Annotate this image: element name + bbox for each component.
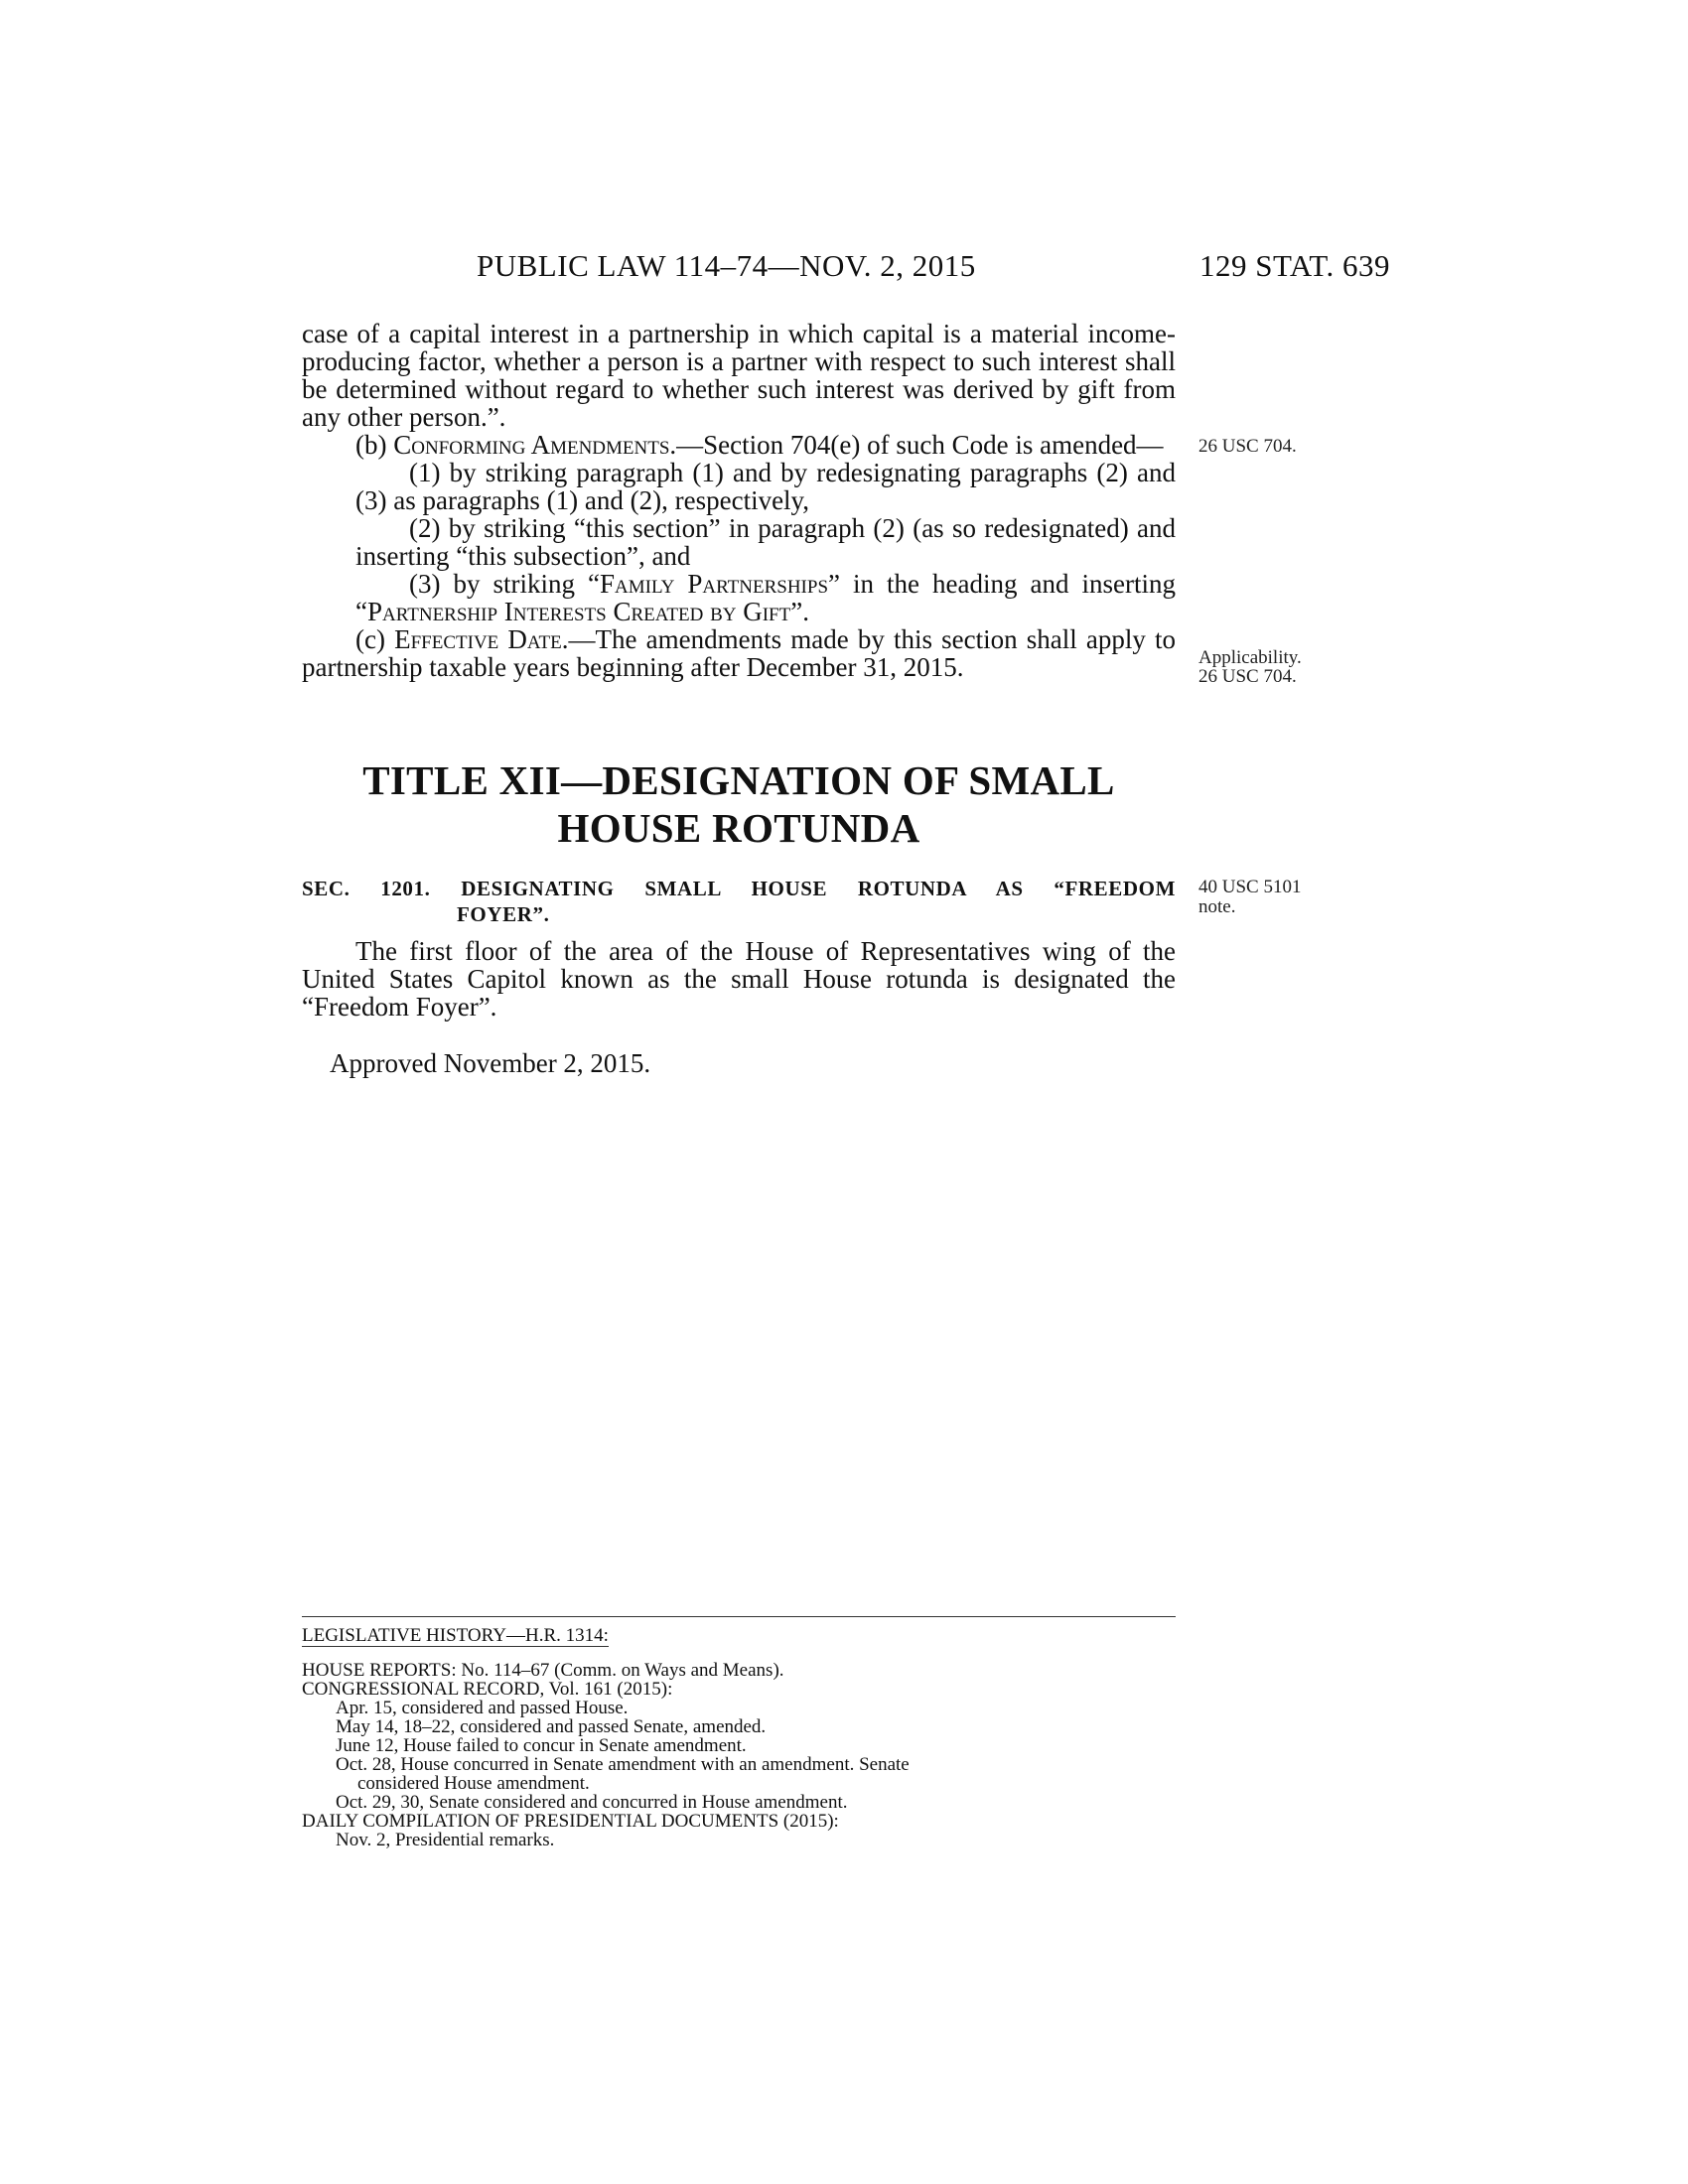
margin-note-sec-note: note. — [1198, 896, 1236, 917]
legislative-history — [302, 1626, 1176, 1849]
approval-line: Approved November 2, 2015. — [330, 1048, 651, 1078]
congressional-record-heading: CONGRESSIONAL RECORD, Vol. 161 (2015): — [302, 1679, 673, 1700]
section-body — [302, 320, 1176, 681]
section-heading-line-1: SEC. 1201. DESIGNATING SMALL HOUSE ROTUNDA AS “FREEDOM — [302, 877, 1176, 900]
continuation-paragraph: case of a capital interest in a partnership in which capital is a material income-producing factor, whether a person is a partner with respect to such interest shall be determined without regard to whether such interest was derived by gift from any other person.”. — [302, 319, 1176, 432]
paragraph-3 — [302, 570, 1176, 625]
margin-note-b: 26 USC 704. — [1198, 436, 1297, 457]
section-heading-line-2: FOYER”. — [457, 902, 550, 926]
history-entry: Nov. 2, Presidential remarks. — [336, 1830, 555, 1850]
section-paragraph: The first floor of the area of the House of Representatives wing of the United States Capitol known as the small House rotunda is designated the “Freedom Foyer”. — [302, 936, 1176, 1022]
paragraph-3-new-heading: Partnership Interests Created by Gift — [366, 597, 791, 626]
history-entry: Oct. 29, 30, Senate considered and concurred in House amendment. — [336, 1792, 848, 1813]
subsection-b-label: (b) — [355, 430, 394, 460]
subsection-c — [302, 625, 1176, 681]
subsection-b — [302, 431, 1176, 459]
paragraph-2: (2) by striking “this section” in paragraph (2) (as so redesignated) and inserting “this subsection”, and — [355, 513, 1176, 571]
title-heading-line-2: HOUSE ROTUNDA — [557, 805, 920, 851]
history-entry: considered House amendment. — [357, 1773, 590, 1794]
footer-divider — [302, 1616, 1176, 1617]
paragraph-3-text-c: ”. — [790, 597, 809, 626]
running-head — [298, 248, 1390, 288]
statute-page-reference: 129 STAT. 639 — [1198, 248, 1390, 283]
margin-note-c-citation: 26 USC 704. — [1198, 666, 1297, 687]
subsection-c-label: (c) — [355, 624, 395, 654]
legislative-history-title: LEGISLATIVE HISTORY—H.R. 1314: — [302, 1625, 609, 1646]
title-heading-line-1: TITLE XII—DESIGNATION OF SMALL — [362, 757, 1115, 803]
subsection-c-text: .—The amendments made by this section shall apply to partnership taxable years beginning after December 31, 2015. — [302, 624, 1176, 682]
margin-note-applicability: Applicability. — [1198, 647, 1302, 668]
paragraph-3-text-b: ” in the heading and inserting “ — [355, 569, 1176, 626]
subsection-c-heading: Effective Date — [394, 624, 562, 654]
house-reports: HOUSE REPORTS: No. 114–67 (Comm. on Ways and Means). — [302, 1660, 784, 1681]
margin-note-sec-citation: 40 USC 5101 — [1198, 877, 1302, 897]
history-entry: Apr. 15, considered and passed House. — [336, 1698, 629, 1718]
history-entry: Oct. 28, House concurred in Senate amendment with an amendment. Senate — [336, 1754, 910, 1775]
paragraph-3-old-heading: Family Partnerships — [600, 569, 829, 599]
section-text — [302, 937, 1176, 1021]
subsection-b-text: .—Section 704(e) of such Code is amended— — [669, 430, 1164, 460]
history-entry: June 12, House failed to concur in Senate amendment. — [336, 1735, 747, 1756]
subsection-b-heading: Conforming Amendments — [393, 430, 670, 460]
section-heading — [302, 876, 1176, 927]
title-heading — [302, 756, 1176, 852]
history-entry: May 14, 18–22, considered and passed Senate, amended. — [336, 1716, 767, 1737]
running-head-title: PUBLIC LAW 114–74—NOV. 2, 2015 — [477, 248, 976, 283]
paragraph-3-text-a: (3) by striking “ — [409, 569, 600, 599]
paragraph-1: (1) by striking paragraph (1) and by redesignating paragraphs (2) and (3) as paragraphs (1) and (2), respectively, — [355, 458, 1176, 515]
daily-compilation-heading: DAILY COMPILATION OF PRESIDENTIAL DOCUMENTS (2015): — [302, 1811, 839, 1832]
